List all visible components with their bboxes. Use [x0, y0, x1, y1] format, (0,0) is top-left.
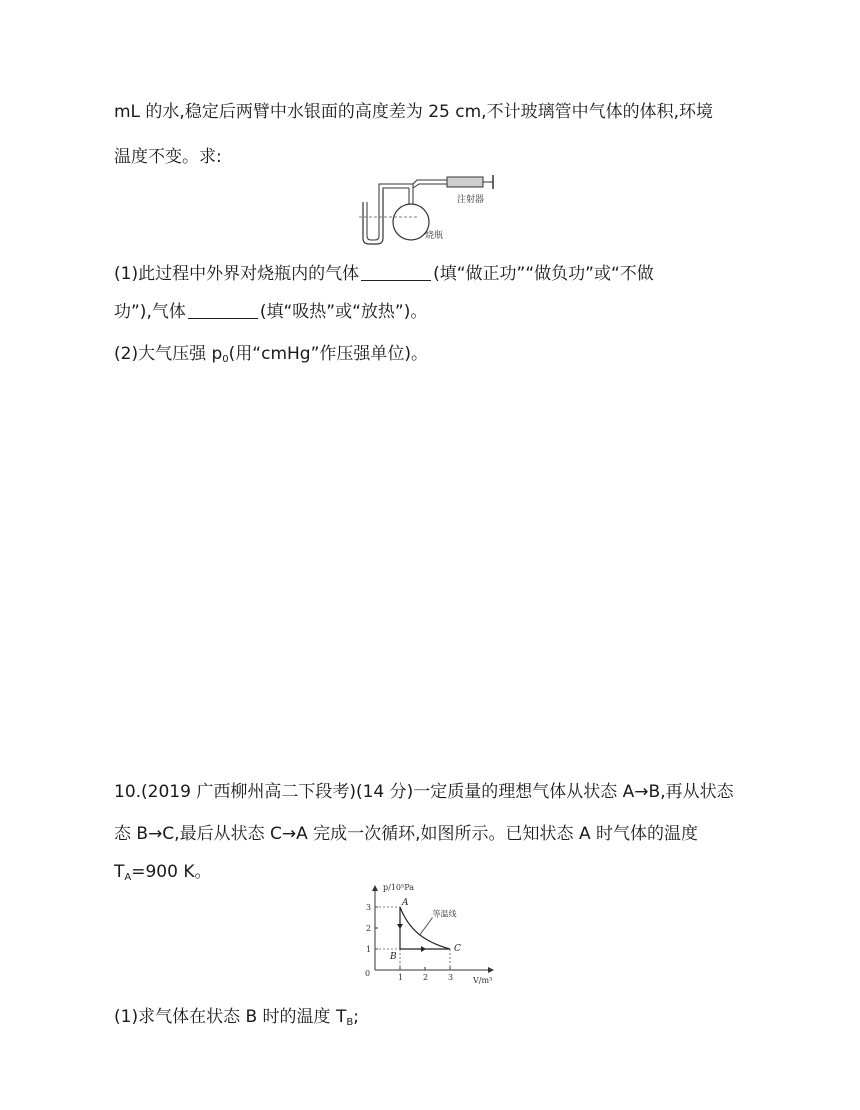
pv-chart — [355, 880, 505, 988]
q9-line-1: mL 的水,稳定后两臂中水银面的高度差为 25 cm,不计玻璃管中气体的体积,环境 — [114, 102, 713, 122]
q9-sub2 — [114, 342, 428, 366]
arrow-a-to-b — [397, 924, 403, 929]
flask-label: 烧瓶 — [425, 231, 444, 241]
x-tick-label: 3 — [448, 973, 454, 982]
y-tick-label: 2 — [366, 924, 372, 933]
q9-sub1-text-d: (填“吸热”或“放热”)。 — [259, 302, 428, 322]
point-label-c: C — [454, 944, 461, 954]
q10-ta-subscript: A — [124, 872, 132, 883]
point-label-b: B — [390, 952, 397, 962]
q9-sub1-text-c: 功”),气体 — [114, 302, 186, 322]
q9-sub1-line-1 — [114, 262, 654, 286]
q9-sub2-subscript: 0 — [222, 354, 229, 365]
answer-blank-1 — [361, 264, 431, 281]
isotherm-pointer — [420, 918, 433, 936]
y-tick-label: 3 — [366, 903, 372, 912]
q10-line-1: 10.(2019 广西柳州高二下段考)(14 分)一定质量的理想气体从状态 A→B,再从状态 — [114, 782, 734, 802]
q10-ta-symbol: T — [114, 862, 125, 882]
point-label-a: A — [402, 898, 409, 908]
q9-sub1-text-b: (填“做正功”“做负功”或“不做 — [433, 264, 654, 284]
arrow-b-to-c — [421, 946, 426, 952]
apparatus-figure — [355, 172, 505, 248]
q9-sub1-text-a: (1)此过程中外界对烧瓶内的气体 — [114, 264, 360, 284]
y-axis-label: p/10⁵Pa — [383, 883, 414, 892]
q10-tb-subscript: B — [346, 1017, 354, 1028]
q10-ta-value: =900 K。 — [131, 862, 212, 882]
q10-sub1 — [114, 1005, 359, 1029]
origin-label: 0 — [365, 969, 371, 978]
answer-blank-2 — [188, 302, 258, 319]
q9-sub2-text-b: (用“cmHg”作压强单位)。 — [228, 344, 429, 364]
x-tick-label: 2 — [423, 973, 429, 982]
q9-line-2: 温度不变。求: — [114, 147, 222, 167]
syringe-label: 注射器 — [457, 195, 485, 205]
q9-sub1-line-2 — [114, 300, 427, 324]
y-tick-label: 1 — [366, 945, 372, 954]
q10-line-3 — [114, 860, 211, 884]
q10-sub1-text-a: (1)求气体在状态 B 时的温度 T — [114, 1007, 347, 1027]
q9-sub2-text-a: (2)大气压强 p — [114, 344, 223, 364]
q10-sub1-text-b: ; — [353, 1007, 359, 1027]
x-axis-label: V/m³ — [473, 976, 493, 985]
q10-line-2: 态 B→C,最后从状态 C→A 完成一次循环,如图所示。已知状态 A 时气体的温度 — [114, 824, 698, 844]
x-tick-label: 1 — [398, 973, 404, 982]
isotherm-annotation: 等温线 — [432, 909, 457, 919]
